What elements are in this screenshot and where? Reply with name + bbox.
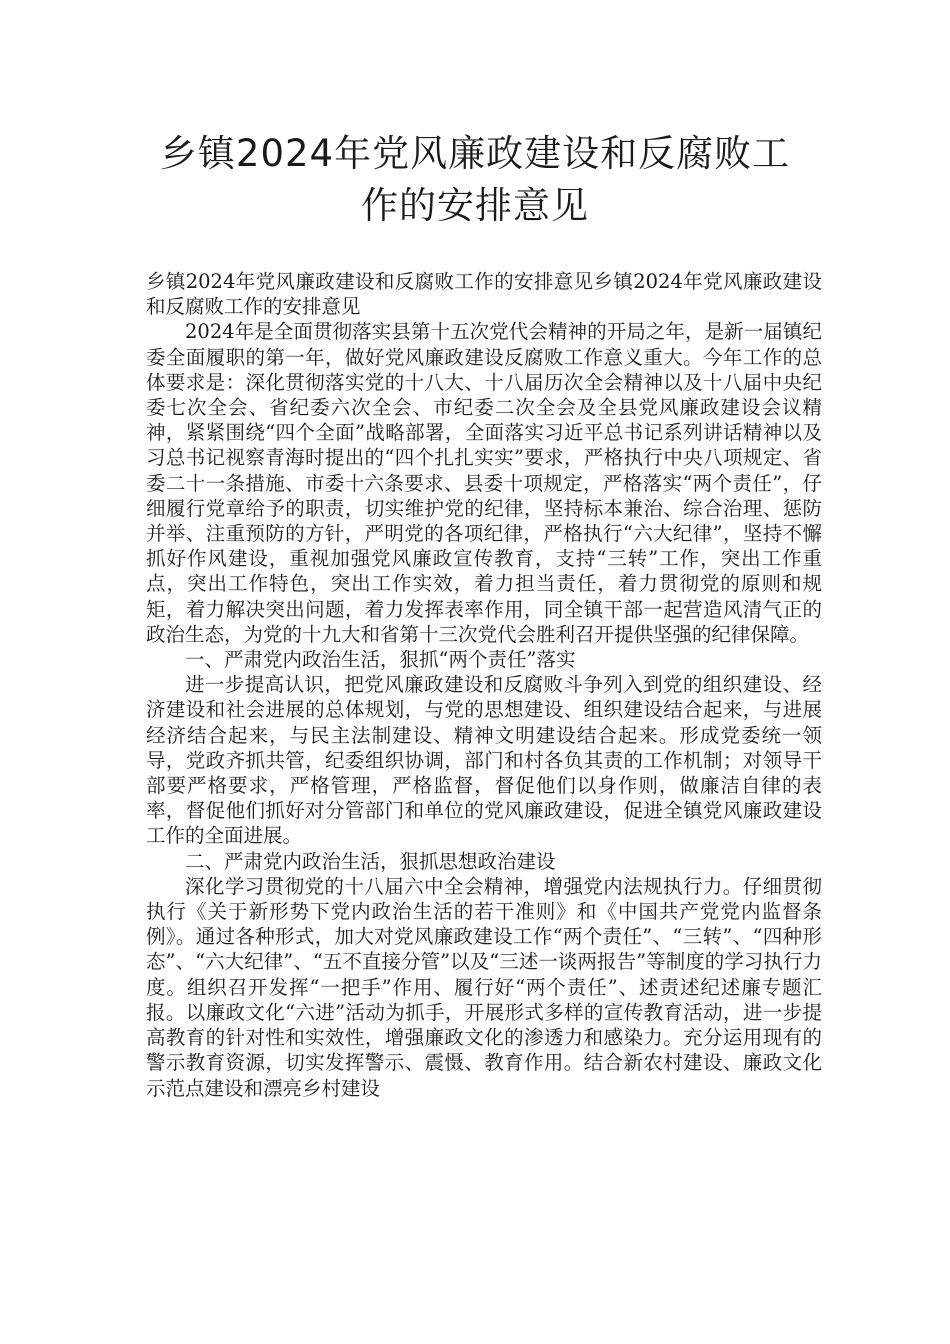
document-title	[0, 128, 950, 232]
paragraph-overview: 2024年是全面贯彻落实县第十五次党代会精神的开局之年，是新一届镇纪委全面履职的第一年，做好党风廉政建设反腐败工作意义重大。今年工作的总体要求是：深化贯彻落实党的十八大、十八届历次全会精神以及十八届中央纪委七次全会、省纪委六次全会、市纪委二次全会及全县党风廉政建设会议精神，紧紧围绕“四个全面”战略部署，全面落实习近平总书记系列讲话精神以及习总书记视察青海时提出的“四个扎扎实实”要求，严格执行中央八项规定、省委二十一条措施、市委十六条要求、县委十项规定，严格落实“两个责任”，仔细履行党章给予的职责，切实维护党的纪律，坚持标本兼治、综合治理、惩防并举、注重预防的方针，严明党的各项纪律，严格执行“六大纪律”，坚持不懈抓好作风建设，重视加强党风廉政宣传教育，支持“三转”工作，突出工作重点，突出工作特色，突出工作实效，着力担当责任，着力贯彻党的原则和规矩，着力解决突出问题，着力发挥表率作用，同全镇干部一起营造风清气正的政治生态，为党的十九大和省第十三次党代会胜利召开提供坚强的纪律保障。	[146, 320, 822, 646]
title-line-1: 乡镇2024年党风廉政建设和反腐败工	[159, 132, 791, 175]
paragraph-section-1: 进一步提高认识，把党风廉政建设和反腐败斗争列入到党的组织建设、经济建设和社会进展的总体规划，与党的思想建设、组织建设结合起来，与进展经济结合起来，与民主法制建设、精神文明建设结合起来。形成党委统一领导，党政齐抓共管，纪委组织协调，部门和村各负其责的工作机制；对领导干部要严格要求，严格管理，严格监督，督促他们以身作则，做廉洁自律的表率，督促他们抓好对分管部门和单位的党风廉政建设，促进全镇党风廉政建设工作的全面进展。	[146, 673, 822, 848]
paragraph-intro-heading: 乡镇2024年党风廉政建设和反腐败工作的安排意见乡镇2024年党风廉政建设和反腐败工作的安排意见	[146, 270, 822, 319]
section-heading-1: 一、严肃党内政治生活，狠抓“两个责任”落实	[185, 648, 576, 672]
document-body	[146, 269, 822, 1101]
paragraph-section-2: 深化学习贯彻党的十八届六中全会精神，增强党内法规执行力。仔细贯彻执行《关于新形势下党内政治生活的若干准则》和《中国共产党党内监督条例》。通过各种形式，加大对党风廉政建设工作“两个责任”、“三转”、“四种形态”、“六大纪律”、“五不直接分管”以及“三述一谈两报告”等制度的学习执行力度。组织召开发挥“一把手”作用、履行好“两个责任”、述责述纪述廉专题汇报。以廉政文化“六进”活动为抓手，开展形式多样的宣传教育活动，进一步提高教育的针对性和实效性，增强廉政文化的渗透力和感染力。充分运用现有的警示教育资源，切实发挥警示、震慑、教育作用。结合新农村建设、廉政文化示范点建设和漂亮乡村建设	[146, 874, 822, 1100]
title-line-2: 作的安排意见	[361, 184, 589, 227]
section-heading-2: 二、严肃党内政治生活，狠抓思想政治建设	[185, 849, 556, 873]
